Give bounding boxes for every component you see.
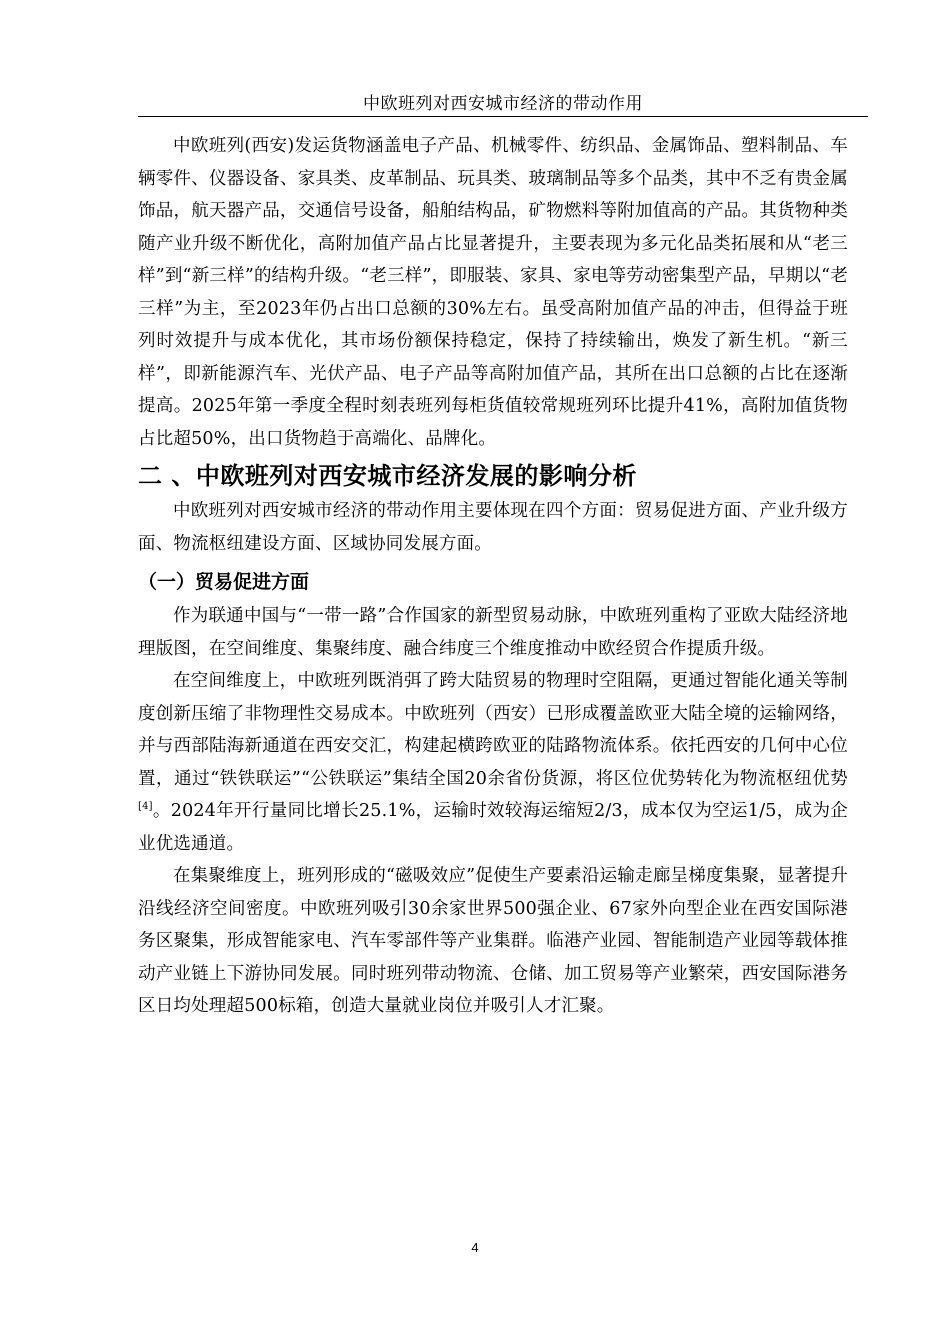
spatial-text-part2: 。2024年开行量同比增长25.1%，运输时效较海运缩短2/3，成本仅为空运1/5，成为企业优选通道。 xyxy=(138,801,848,854)
agglomeration-dimension-paragraph: 在集聚维度上，班列形成的“磁吸效应”促使生产要素沿运输走廊呈梯度集聚，显著提升沿线经济空间密度。中欧班列吸引30余家世界500强企业、67家外向型企业在西安国际港务区聚集，形成智能家电、汽车零部件等产业集群。临港产业园、智能制造产业园等载体推动产业链上下游协同发展。同时班列带动物流、仓储、加工贸易等产业繁荣，西安国际港务区日均处理超500标箱，创造大量就业岗位并吸引人才汇聚。 xyxy=(138,866,848,1016)
header-rule xyxy=(138,116,868,117)
intro-paragraph: 中欧班列(西安)发运货物涵盖电子产品、机械零件、纺织品、金属饰品、塑料制品、车辆零件、仪器设备、家具类、皮革制品、玩具类、玻璃制品等多个品类，其中不乏有贵金属饰品，航天器产品，交通信号设备，船舶结构品，矿物燃料等附加值高的产品。其货物种类随产业升级不断优化，高附加值产品占比显著提升，主要表现为多元化品类拓展和从“老三样”到“新三样”的结构升级。“老三样”，即服装、家具、家电等劳动密集型产品，早期以“老三样”为主，至2023年仍占出口总额的30%左右。虽受高附加值产品的冲击，但得益于班列时效提升与成本优化，其市场份额保持稳定，保持了持续输出，焕发了新生机。“新三样”，即新能源汽车、光伏产品、电子产品等高附加值产品，其所在出口总额的占比在逐渐提高。2025年第一季度全程时刻表班列每柜货值较常规班列环比提升41%，高附加值货物占比超50%，出口货物趋于高端化、品牌化。 xyxy=(138,136,848,449)
spatial-text-part1: 在空间维度上，中欧班列既消弭了跨大陆贸易的物理时空阻隔，更通过智能化通关等制度创新压缩了非物理性交易成本。中欧班列（西安）已形成覆盖欧亚大陆全境的运输网络，并与西部陆海新通道在西安交汇，构建起横跨欧亚的陆路物流体系。依托西安的几何中心位置，通过“铁铁联运”“公铁联运”集结全国20余省份货源，将区位优势转化为物流枢纽优势 xyxy=(138,671,848,789)
page-number: 4 xyxy=(471,1240,479,1255)
section-heading: 二 、中欧班列对西安城市经济发展的影响分析 xyxy=(138,462,637,490)
running-header: 中欧班列对西安城市经济的带动作用 xyxy=(363,94,643,114)
citation-ref: [4] xyxy=(138,801,153,813)
spatial-dimension-paragraph xyxy=(138,665,848,860)
trade-paragraph: 作为联通中国与“一带一路”合作国家的新型贸易动脉，中欧班列重构了亚欧大陆经济地理版图，在空间维度、集聚纬度、融合纬度三个维度推动中欧经贸合作提质升级。 xyxy=(138,606,848,659)
subsection-heading: （一）贸易促进方面 xyxy=(138,571,310,593)
section-intro-paragraph: 中欧班列对西安城市经济的带动作用主要体现在四个方面：贸易促进方面、产业升级方面、物流枢纽建设方面、区域协同发展方面。 xyxy=(138,501,848,554)
document-body xyxy=(138,130,848,1023)
